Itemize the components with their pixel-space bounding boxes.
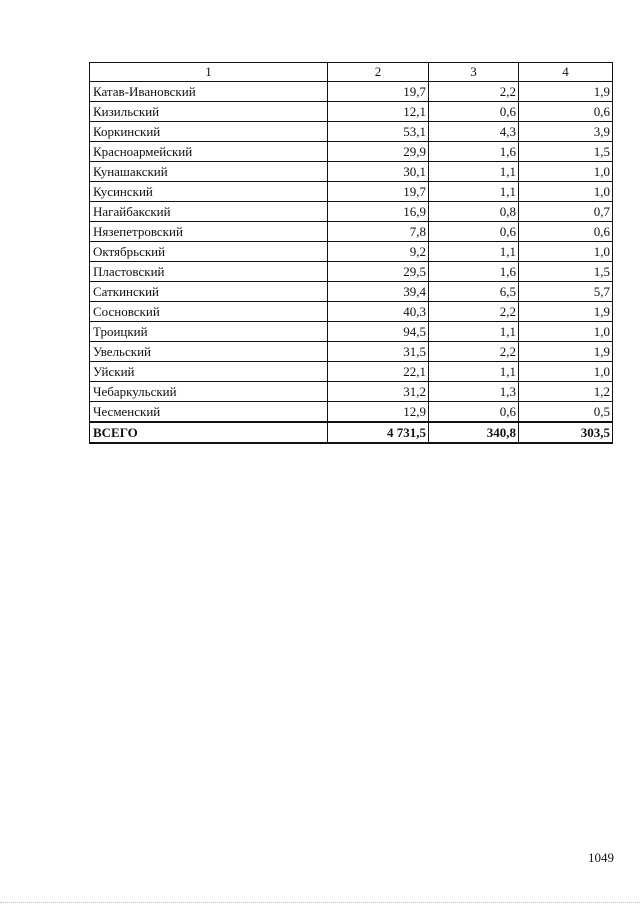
value-col-3: 1,6 <box>429 142 519 162</box>
value-col-2: 19,7 <box>328 182 429 202</box>
value-col-3: 1,1 <box>429 182 519 202</box>
value-col-4: 1,5 <box>519 142 613 162</box>
value-col-2: 29,9 <box>328 142 429 162</box>
value-col-3: 1,1 <box>429 242 519 262</box>
table-row <box>90 282 613 302</box>
table-row <box>90 382 613 402</box>
value-col-4: 1,9 <box>519 342 613 362</box>
value-col-4: 0,6 <box>519 222 613 242</box>
value-col-4: 0,7 <box>519 202 613 222</box>
total-row <box>90 422 613 443</box>
value-col-2: 7,8 <box>328 222 429 242</box>
value-col-2: 9,2 <box>328 242 429 262</box>
value-col-2: 12,1 <box>328 102 429 122</box>
value-col-4: 0,6 <box>519 102 613 122</box>
district-name: Увельский <box>90 342 328 362</box>
table-row <box>90 302 613 322</box>
header-cell-3: 3 <box>429 63 519 82</box>
table-row <box>90 322 613 342</box>
table-body <box>90 82 613 423</box>
total-value-2: 4 731,5 <box>328 422 429 443</box>
table-row <box>90 162 613 182</box>
value-col-3: 0,8 <box>429 202 519 222</box>
value-col-2: 12,9 <box>328 402 429 423</box>
total-value-4: 303,5 <box>519 422 613 443</box>
district-name: Кунашакский <box>90 162 328 182</box>
value-col-2: 19,7 <box>328 82 429 102</box>
value-col-4: 1,0 <box>519 242 613 262</box>
district-name: Кизильский <box>90 102 328 122</box>
value-col-4: 1,9 <box>519 82 613 102</box>
value-col-4: 1,9 <box>519 302 613 322</box>
district-name: Красноармейский <box>90 142 328 162</box>
value-col-3: 2,2 <box>429 342 519 362</box>
table-row <box>90 342 613 362</box>
district-name: Нагайбакский <box>90 202 328 222</box>
value-col-2: 94,5 <box>328 322 429 342</box>
value-col-4: 1,0 <box>519 162 613 182</box>
value-col-4: 3,9 <box>519 122 613 142</box>
table-row <box>90 102 613 122</box>
table-row <box>90 142 613 162</box>
value-col-4: 1,0 <box>519 362 613 382</box>
table-row <box>90 122 613 142</box>
value-col-2: 31,2 <box>328 382 429 402</box>
value-col-3: 1,1 <box>429 322 519 342</box>
district-name: Катав-Ивановский <box>90 82 328 102</box>
value-col-4: 1,5 <box>519 262 613 282</box>
table-row <box>90 402 613 423</box>
table-row <box>90 222 613 242</box>
district-name: Коркинский <box>90 122 328 142</box>
table-row <box>90 262 613 282</box>
total-value-3: 340,8 <box>429 422 519 443</box>
table-row <box>90 82 613 102</box>
value-col-4: 1,0 <box>519 182 613 202</box>
header-cell-4: 4 <box>519 63 613 82</box>
district-name: Саткинский <box>90 282 328 302</box>
value-col-2: 29,5 <box>328 262 429 282</box>
district-name: Пластовский <box>90 262 328 282</box>
value-col-4: 5,7 <box>519 282 613 302</box>
total-label: ВСЕГО <box>90 422 328 443</box>
district-name: Чебаркульский <box>90 382 328 402</box>
value-col-2: 40,3 <box>328 302 429 322</box>
header-cell-1: 1 <box>90 63 328 82</box>
value-col-3: 4,3 <box>429 122 519 142</box>
value-col-2: 31,5 <box>328 342 429 362</box>
value-col-3: 0,6 <box>429 102 519 122</box>
value-col-4: 0,5 <box>519 402 613 423</box>
value-col-2: 53,1 <box>328 122 429 142</box>
page-bottom-edge <box>0 902 640 903</box>
district-name: Уйский <box>90 362 328 382</box>
value-col-3: 0,6 <box>429 402 519 423</box>
header-cell-2: 2 <box>328 63 429 82</box>
value-col-2: 16,9 <box>328 202 429 222</box>
value-col-2: 39,4 <box>328 282 429 302</box>
value-col-4: 1,0 <box>519 322 613 342</box>
value-col-3: 2,2 <box>429 82 519 102</box>
value-col-3: 1,1 <box>429 162 519 182</box>
table-row <box>90 202 613 222</box>
value-col-2: 22,1 <box>328 362 429 382</box>
page-number: 1049 <box>588 850 614 865</box>
value-col-3: 1,1 <box>429 362 519 382</box>
value-col-2: 30,1 <box>328 162 429 182</box>
header-row <box>90 63 613 82</box>
value-col-3: 1,6 <box>429 262 519 282</box>
table-row <box>90 242 613 262</box>
value-col-4: 1,2 <box>519 382 613 402</box>
value-col-3: 2,2 <box>429 302 519 322</box>
value-col-3: 1,3 <box>429 382 519 402</box>
district-name: Чесменский <box>90 402 328 423</box>
district-name: Троицкий <box>90 322 328 342</box>
value-col-3: 0,6 <box>429 222 519 242</box>
table-row <box>90 182 613 202</box>
district-name: Сосновский <box>90 302 328 322</box>
district-name: Нязепетровский <box>90 222 328 242</box>
table-row <box>90 362 613 382</box>
district-name: Кусинский <box>90 182 328 202</box>
district-name: Октябрьский <box>90 242 328 262</box>
value-col-3: 6,5 <box>429 282 519 302</box>
data-table <box>89 62 613 444</box>
